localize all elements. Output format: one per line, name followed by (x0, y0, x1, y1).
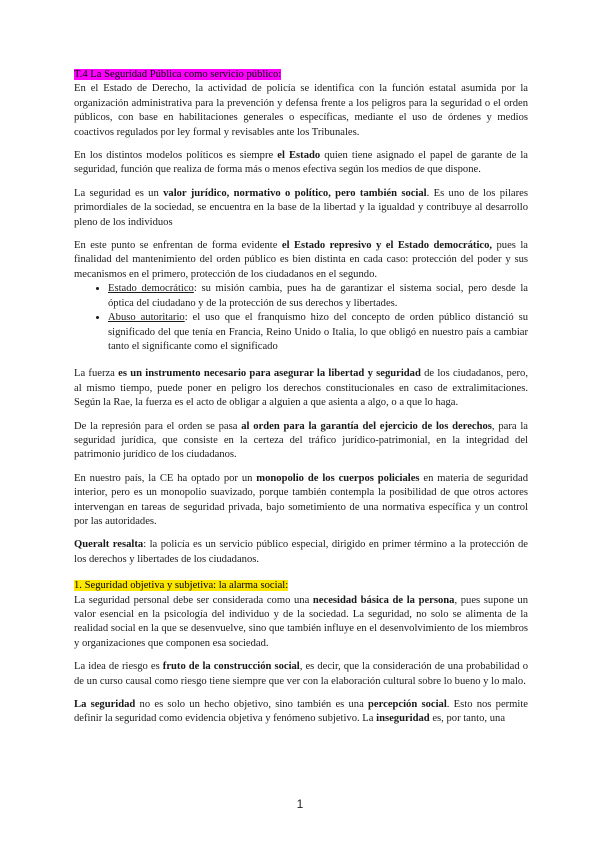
document-page (74, 68, 528, 736)
paragraph-2: En los distintos modelos políticos es siempre el Estado quien tiene asignado el papel de garante de la seguridad, función que realiza de forma más o menos efectiva según los medios de que dispone. (74, 150, 529, 176)
list-item: • Abuso autoritario: el uso que el franquismo hizo del concepto de orden público distanció su significado del que tenía en Francia, Reino Unido o Italia, lo que obligó en nuestro país a cambiar tanto el significante como el significado (108, 311, 528, 354)
paragraph-9: La seguridad personal debe ser considerada como una necesidad básica de la persona, pues supone un valor esencial en la psicología del individuo y de la sociedad. La seguridad, no solo se alimenta de la realidad social en la que se desenvuelve, sino que también influye en el desenvolvimiento de los miembros y organizaciones que componen esa sociedad. (74, 594, 528, 649)
section-heading-2: 1. Seguridad objetiva y subjetiva: la alarma social: (74, 580, 289, 592)
paragraph-4: En este punto se enfrentan de forma evidente el Estado represivo y el Estado democrático, pues la finalidad del mantenimiento del orden público es bien distinta en cada caso: protección del poder y sus mecanismos en el primero, protección de los ciudadanos en el segundo. (74, 240, 528, 280)
bullet-list (74, 282, 528, 354)
paragraph-7: En nuestro país, la CE ha optado por un monopolio de los cuerpos policiales en materia de seguridad interior, pero es un monopolio suavizado, porque también contempla la posibilidad de que otros actores intervengan en tareas de seguridad privada, bajo sometimiento de una normativa específica y un control por las autoridades. (74, 472, 528, 527)
page-number: 1 (296, 797, 304, 811)
paragraph-6: De la represión para el orden se pasa al orden para la garantía del ejercicio de los derechos, para la seguridad jurídica, que consiste en la certeza del tráfico jurídico-patrimonial, en la integridad del patrimonio jurídico de los ciudadanos. (74, 420, 528, 461)
paragraph-1: En el Estado de Derecho, la actividad de policía se identifica con la función estatal asumida por la organización administrativa para la prevención y defensa frente a los peligros para la seguridad o el orden públicos, con base en habilitaciones generales o específicas, mediante el uso de órdenes y medios coactivos regulados por ley formal y revisables ante los Tribunales. (74, 83, 528, 138)
paragraph-10: La idea de riesgo es fruto de la construcción social, es decir, que la consideración de una probabilidad o de un curso causal como riesgo tiene siempre que ver con la elaboración cultural sobre lo bueno y lo malo. (74, 661, 528, 687)
paragraph-3: La seguridad es un valor jurídico, normativo o político, pero también social. Es uno de los pilares primordiales de la sociedad, se encuentra en la base de la libertad y la igualdad y contribuye al desarrollo pleno de los individuos (74, 187, 528, 228)
section-heading-1: T.4 La Seguridad Pública como servicio público: (74, 69, 282, 80)
paragraph-8: Queralt resalta: la policía es un servicio público especial, dirigido en primer término a la protección de los derechos y libertades de los ciudadanos. (74, 539, 529, 565)
list-item: • Estado democrático: su misión cambia, pues ha de garantizar el sistema social, pero desde la óptica del ciudadano y de la protección de sus derechos y libertades. (108, 282, 528, 311)
paragraph-5: La fuerza es un instrumento necesario para asegurar la libertad y seguridad de los ciudadanos, pero, al mismo tiempo, puede poner en peligro los derechos constitucionales en caso de extralimitaciones. Según la Rae, la fuerza es el acto de obligar a alguien a que asienta a algo, o a que lo haga. (74, 368, 528, 409)
paragraph-11: La seguridad no es solo un hecho objetivo, sino también es una percepción social. Esto nos permite definir la seguridad como evidencia objetiva y fenómeno subjetivo. La inseguridad es, por tanto, una (74, 699, 529, 725)
